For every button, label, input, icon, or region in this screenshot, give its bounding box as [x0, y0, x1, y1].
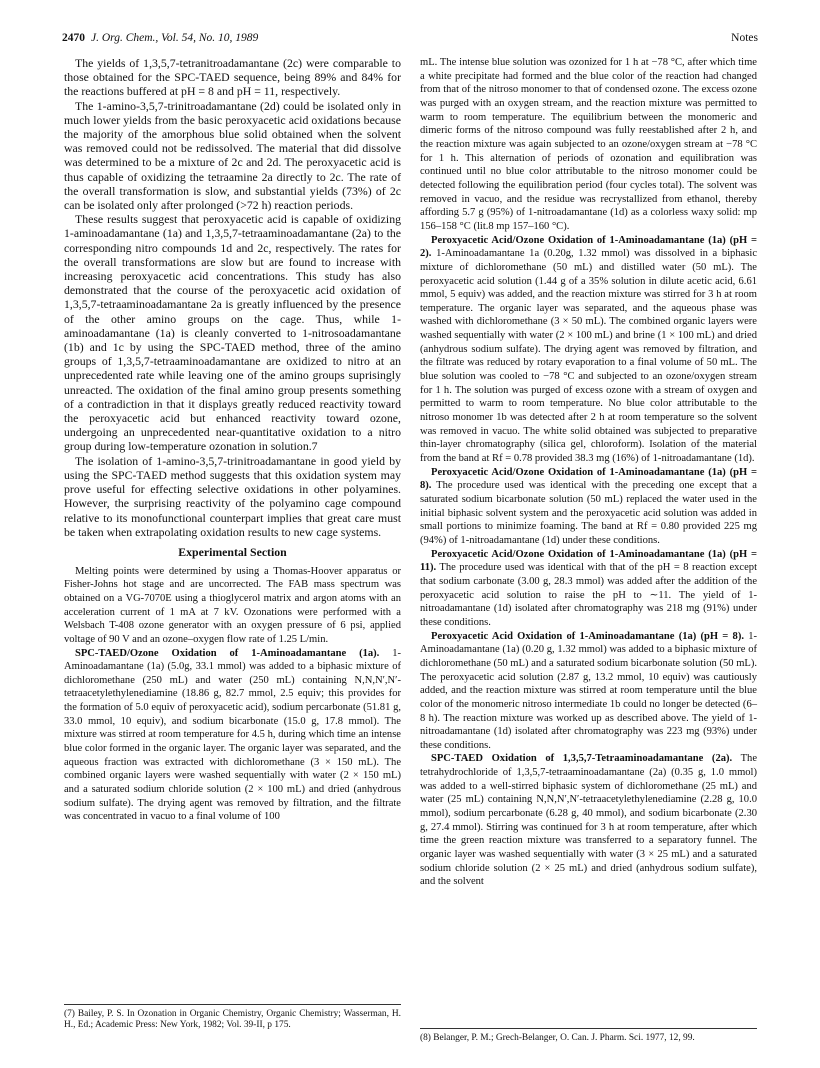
footnote-text: (7) Bailey, P. S. In Ozonation in Organic Chemistry, Organic Chemistry; Wasserman, H. H., Ed.; Academic Press: New York, 1982; Vol. 39-II, p 175.: [64, 1009, 401, 1030]
procedure-heading: Peroxyacetic Acid/Ozone Oxidation of 1-Aminoadamantane (1a) (pH = 11).: [420, 548, 757, 574]
footnote-rule: [64, 1004, 401, 1005]
paragraph: The isolation of 1-amino-3,5,7-trinitroadamantane in good yield by using the SPC-TAED method suggests that this oxidation system may prove useful for effecting selective oxidations in other polyamines. However, the surprising reactivity of the polyamino cage compound relative to its monofunctional counterpart implies that great care must be taken when extrapolating oxidation results to new cage systems.: [64, 453, 401, 539]
procedure-text: 1-Aminoadamantane (1a) (5.0g, 33.1 mmol) was added to a biphasic mixture of dichloromethane (250 mL) and water (250 mL) containing N,N,N′,N′-tetraacetylethylenediamine (18.86 g, 82.7 mmol, 2.5 equiv; this provides for the formation of 5.0 equiv of peroxyacetic acid), sodium percarbonate (51.81 g, 33.0 mmol, 10 equiv), and sodium bicarbonate (15.0 g, 17.8 mmol). The mixture was stirred at room temperature for 4.5 h, during which time an intense blue color formed in the organic layer. The organic layer was separated, and the aqueous fraction was extracted with dichloromethane (3 × 150 mL). The combined organic layers were washed sequentially with water (2 × 150 mL) and a saturated sodium chloride solution (2 × 100 mL) and dried (anhydrous sodium sulfate). The drying agent was removed by filtration, and the filtrate was concentrated in vacuo to a final volume of 100: [64, 647, 401, 823]
page-number: 2470: [62, 32, 85, 44]
paragraph: Melting points were determined by using a Thomas-Hoover apparatus or Fisher-Johns hot stage and are uncorrected. The FAB mass spectrum was obtained on a VG-7070E using a thioglycerol matrix and argon atoms with an acceleration current of 1 mA at 7 kV. Ozonations were performed with a Welsbach T-408 ozone generator with an oxygen pressure of 6 psi, applied voltage of 90 V and an ozone–oxygen flow rate of 1.25 L/min.: [64, 565, 401, 645]
procedure-paragraph: [420, 630, 757, 753]
paragraph: The 1-amino-3,5,7-trinitroadamantane (2d) could be isolated only in much lower yields from the basic peroxyacetic acid oxidations because the majority of the amorphous blue solid obtained when the solvent was removed could not be redissolved. The material that did dissolve was determined to be a mixture of 2c and 2d. The peroxyacetic acid is thus capable of oxidizing the tetraamine 2a directly to 2c. The rate of the overall transformation is slow, and substantial yields (73%) of 2c can be isolated only after prolonged (>72 h) reaction periods.: [64, 98, 401, 213]
procedure-paragraph: [64, 647, 401, 825]
procedure-heading: SPC-TAED Oxidation of 1,3,5,7-Tetraaminoadamantane (2a).: [431, 753, 733, 765]
paragraph: The yields of 1,3,5,7-tetranitroadamantane (2c) were comparable to those obtained for the SPC-TAED sequence, being 89% and 84% for the reactions buffered at pH = 8 and pH = 11, respectively.: [64, 56, 401, 99]
footnote-right: [420, 1028, 757, 1044]
procedure-heading: SPC-TAED/Ozone Oxidation of 1-Aminoadamantane (1a).: [75, 647, 380, 659]
procedure-text: 1-Aminoadamantane (1a) (0.20 g, 1.32 mmol) was added to a biphasic mixture of dichloromethane (50 mL) and a saturated sodium bicarbonate solution (50 mL). The peroxyacetic acid solution (2.87 g, 13.2 mmol, 10 equiv) was cautiously added, and the reaction mixture was stirred at room temperature until the blue color of the monomeric nitroso intermediate 1b could no longer be detected (6–8 h). The reaction mixture was worked up as described above. The yield of 1-nitroadamantane (1d) isolated after chromatography was 223 mg (93%) under these conditions.: [420, 630, 757, 751]
left-column: [64, 56, 401, 824]
header-left: [62, 30, 258, 46]
procedure-paragraph: [420, 548, 757, 630]
procedure-paragraph: [420, 234, 757, 466]
paragraph: mL. The intense blue solution was ozonized for 1 h at −78 °C, after which time a white precipitate had formed and the blue color of the reaction had changed from that of the nitroso monomer to that of condensed ozone. The excess ozone was purged with an oxygen stream, and the reaction mixture was permitted to warm to room temperature. The equilibrium between the monomeric and dimeric forms of the nitroso compound was fully reestablished after 2 h, and the reaction mixture was again subjected to an ozone/oxygen stream at −78 °C for 1 h. This alternation of periods of ozonation and equilibration was continued until no blue color attributable to the nitroso monomer could be detected following the equilibration period (four cycles total). The solvent was removed in vacuo, and the residue was recrystallized from ethanol, thereby affording 5.7 g (95%) of 1-nitroadamantane (1d) as a colorless waxy solid: mp 156–158 °C (lit.8 mp 157–160 °C).: [420, 57, 757, 232]
footnote-rule: [420, 1028, 757, 1029]
procedure-heading: Peroxyacetic Acid/Ozone Oxidation of 1-Aminoadamantane (1a) (pH = 2).: [420, 234, 757, 260]
footnote-left: [64, 1004, 401, 1031]
procedure-heading: Peroxyacetic Acid Oxidation of 1-Aminoadamantane (1a) (pH = 8).: [431, 630, 744, 642]
procedure-text: The procedure used was identical with that of the pH = 8 reaction except that sodium carbonate (3.00 g, 28.3 mmol) was added after the addition of the peroxyacetic acid solution to raise the pH to ∼11. The yield of 1-nitroadamantane (1d) isolated after chromatography was 218 mg (91%) under these conditions.: [420, 562, 758, 628]
section-name: Notes: [731, 32, 758, 44]
running-header: [62, 30, 758, 46]
procedure-heading: Peroxyacetic Acid/Ozone Oxidation of 1-Aminoadamantane (1a) (pH = 8).: [420, 466, 757, 492]
journal-citation: J. Org. Chem., Vol. 54, No. 10, 1989: [91, 32, 259, 44]
procedure-text: The tetrahydrochloride of 1,3,5,7-tetraaminoadamantane (2a) (0.35 g, 1.0 mmol) was added to a well-stirred biphasic system of dichloromethane (25 mL) and water (25 mL) containing N,N,N′,N′-tetraacetylethylenediamine (2.28 g, 10.0 mmol), sodium percarbonate (6.28 g, 40 mmol), and sodium bicarbonate (2.30 g, 27.4 mmol). Stirring was continued for 3 h at room temperature, after which time the green reaction mixture was transferred to a separatory funnel. The organic layer was washed sequentially with water (3 × 25 mL) and a saturated sodium chloride solution (2 × 25 mL) and dried (anhydrous sodium sulfate), and the solvent: [420, 753, 758, 888]
footnote-text: (8) Belanger, P. M.; Grech-Belanger, O. Can. J. Pharm. Sci. 1977, 12, 99.: [420, 1033, 695, 1043]
right-column: [420, 56, 757, 889]
procedure-text: 1-Aminoadamantane 1a (0.20g, 1.32 mmol) was dissolved in a biphasic mixture of dichloromethane (50 mL) and distilled water (50 mL). The peroxyacetic acid solution (1.44 g of a 35% solution in dilute acetic acid, 6.61 mmol, 5 equiv) was added, and the reaction mixture was stirred for 3 h at room temperature. The organic layer was separated, and the aqueous phase was washed with dichloromethane (3 × 50 mL). The combined organic layers were washed sequentially with water (2 × 100 mL) and brine (1 × 100 mL) and dried (anhydrous sodium sulfate). The drying agent was removed by filtration, and the filtrate was reduced by rotary evaporation to a final volume of 50 mL. The blue solution was cooled to −78 °C and subjected to an ozone/oxygen stream for 1 h. The solution was purged of excess ozone with a stream of oxygen and permitted to warm to room temperature. No blue color attributable to the nitroso monomer 1b was detected after 2 h at room temperature so the solvent was removed in vacuo. The white solid obtained was subjected to preparative thin-layer chromatography (silica gel, chloroform). Isolation of the material from the band at Rf = 0.78 provided 38.3 mg (16%) of 1-nitroadamantane (1d).: [420, 248, 758, 465]
paragraph: These results suggest that peroxyacetic acid is capable of oxidizing 1-aminoadamantane (1a) and 1,3,5,7-tetraaminoadamantane (2a) to the corresponding nitro compounds 1d and 2c, respectively. The rates for the overall transformations are slow but are found to increase with increasing peroxyacetic acid concentrations. This study has also demonstrated that the course of the peroxyacetic acid oxidation of 1,3,5,7-tetraaminoadamantane 2a is greatly influenced by the presence of the other amino groups on the cage. Thus, while 1-aminoadamantane (1a) is cleanly converted to 1-nitrosoadamantane (1b) and 1c by using the SPC-TAED method, three of the amino groups of 1,3,5,7-tetraaminoadamantane are oxidized to nitro at an unprecedented rate while leaving one of the amino groups suprisingly unreacted. The oxidation of the final amino group presents something of a contradiction in that it displays greatly reduced reactivity toward the peroxyacetic acid but enhanced reactivity toward ozone, undergoing an unprecedented near-quantitative oxidation to a nitro group during low-temperature ozonation in solution.7: [64, 212, 401, 454]
procedure-paragraph: [420, 466, 757, 548]
section-heading: Experimental Section: [178, 544, 287, 559]
procedure-paragraph: [420, 752, 757, 889]
procedure-text: The procedure used was identical with the preceding one except that a saturated sodium bicarbonate solution (50 mL) replaced the water used in the initial biphasic solvent system and the peroxyacetic acid solution was added in small portions to minimize foaming. The band at Rf = 0.80 provided 225 mg (94%) of 1-nitroadamantane (1d) under these conditions.: [420, 480, 757, 546]
